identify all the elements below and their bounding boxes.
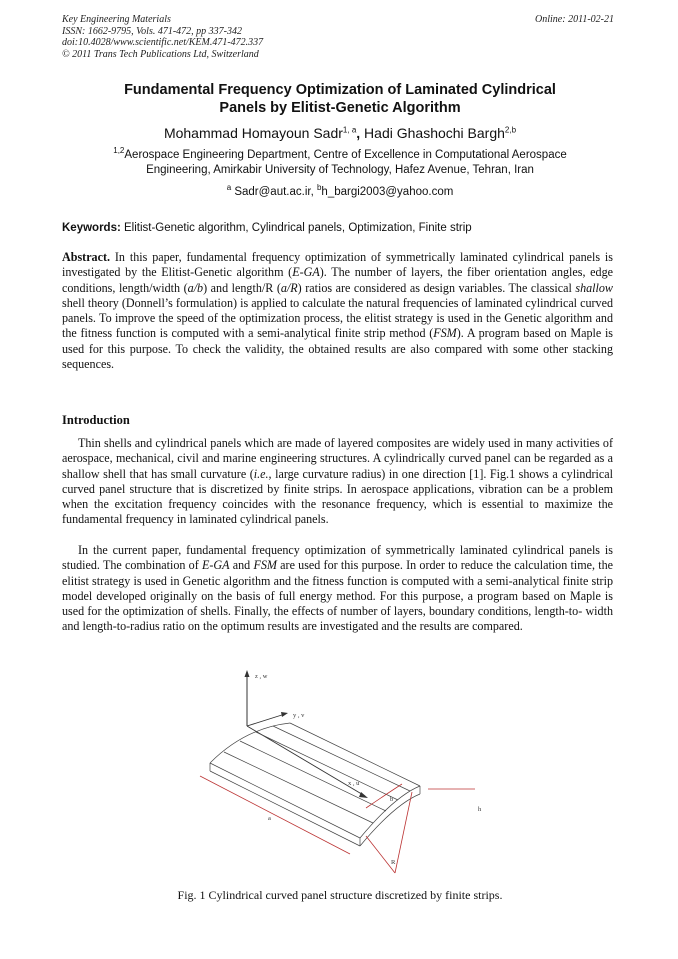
abstract-fsm: FSM [433,326,457,341]
abstract-ab: a/b [187,280,204,295]
issn-line: ISSN: 1662-9795, Vols. 471-472, pp 337-342 [62,25,242,37]
affiliation-line-1: Aerospace Engineering Department, Centre of Excellence in Computational Aerospace [124,149,567,161]
z-axis-label: z , w [255,673,268,680]
intro-text: are used for this purpose. In order to reduce the calculation time, the elitist strategy is used in Genetic algorithm and the fitness function is computed with a semi-analytical finite strip model developed originally on the basis of full energy method. For this purpose, a program based on Maple is used for the optimization of shells. Finally, the effects of number of layers, boundary conditions, length-to- width and length-to-radius ratio on the optimum results are investigated and the results are compared. [62,558,614,634]
affiliation [80,148,600,178]
intro-ega: E-GA [201,558,230,573]
email-b: h_bargi2003@yahoo.com [321,186,454,198]
intro-paragraph-1 [62,436,613,528]
doi-line: doi:10.4028/www.scientific.net/KEM.471-472.337 [62,37,264,48]
intro-fsm: FSM [253,558,277,573]
author-emails [60,185,620,199]
abstract-text: ). The number of layers, the fiber orientation angles, edge conditions, length/width ( [62,265,614,295]
abstract-label: Abstract. [62,250,111,264]
intro-text: and [229,558,254,573]
title-line-2: Panels by Elitist-Genetic Algorithm [219,99,461,116]
intro-text: large curvature radius) in one direction [1]. Fig.1 shows a cylindrical curved panel structure that is discretized by finite strips. In aerospace applications, vibration can be a problem when the excitation frequency coincides with the resonance frequency, which is essential to maximize the fundamental frequency in laminated cylindrical panels. [62,466,614,527]
author-separator: , [356,125,365,141]
dimension-a-line [200,776,350,854]
email-a-sup: a [226,183,232,193]
intro-paragraph-2 [62,543,613,635]
paper-title [60,82,620,117]
z-axis-arrow [245,670,250,677]
abstract-text: ) and length/R ( [203,280,281,295]
y-axis-arrow [281,712,288,717]
author-1-affil: 1, a [342,125,357,135]
abstract-ega: E-GA [292,265,320,280]
abstract-shallow: shallow [575,280,613,295]
intro-text: In the current paper, fundamental frequency optimization of symmetrically laminated cylindrical panels is studied. The combination of [62,543,613,573]
figure-caption: Fig. 1 Cylindrical curved panel structure discretized by finite strips. [177,888,503,902]
keywords [62,221,618,235]
abstract-ar: a/R [280,280,298,295]
author-2: Hadi Ghashochi Bargh [364,125,505,141]
copyright-line: © 2011 Trans Tech Publications Ltd, Switzerland [62,48,259,60]
radius-label: R [391,859,396,866]
author-1: Mohammad Homayoun Sadr [163,125,343,141]
author-list [60,124,620,142]
dimension-b-label: b [390,796,394,803]
abstract [62,250,613,372]
journal-header [62,14,263,60]
abstract-text: ) ratios are considered as design variables. The classical [297,280,576,295]
radius-line-1 [366,836,395,873]
dimension-a-label: a [268,815,271,822]
intro-text: Thin shells and cylindrical panels which are made of layered composites are widely used in many activities of aerospace, mechanical, civil and marine engineering structures. A cylindrically curved panel can be regarded as a shallow shell that has small curvature ( [62,436,613,481]
email-b-sup: b [316,183,322,193]
radius-line-2 [395,792,412,873]
intro-ie: i.e., [253,466,272,481]
keywords-text: Elitist-Genetic algorithm, Cylindrical panels, Optimization, Finite strip [120,222,472,234]
panel-strips [210,723,420,846]
panel-figure [190,668,490,878]
affiliation-sup: 1,2 [113,146,125,156]
keywords-label: Keywords: [62,222,121,234]
dimension-h-label: h [478,806,482,813]
abstract-text: ). A program based on Maple is used for this purpose. To check the validity, the obtained results are also compared with some other stacking sequences. [62,326,614,372]
online-date: Online: 2011-02-21 [535,14,614,25]
email-a: Sadr@aut.ac.ir, [231,186,317,198]
y-axis [247,714,285,726]
author-2-affil: 2,b [504,125,517,135]
x-axis-label: x , u [348,780,360,787]
title-line-1: Fundamental Frequency Optimization of Laminated Cylindrical [124,82,556,98]
journal-name: Key Engineering Materials [62,14,171,25]
section-heading-introduction: Introduction [62,413,130,427]
y-axis-label: y , v [293,712,305,719]
abstract-text: In this paper, fundamental frequency optimization of symmetrically laminated cylindrical panels is investigated by the Elitist-Genetic algorithm ( [62,250,613,280]
abstract-text: shell theory (Donnell’s formulation) is applied to calculate the natural frequencies of laminated cylindrical curved panels. To improve the speed of the optimization process, the elitist strategy is used in the Genetic algorithm and the fitness function is computed with a semi-analytical finite strip method ( [62,295,613,341]
affiliation-line-2: Engineering, Amirkabir University of Technology, Hafez Avenue, Tehran, Iran [146,164,534,176]
